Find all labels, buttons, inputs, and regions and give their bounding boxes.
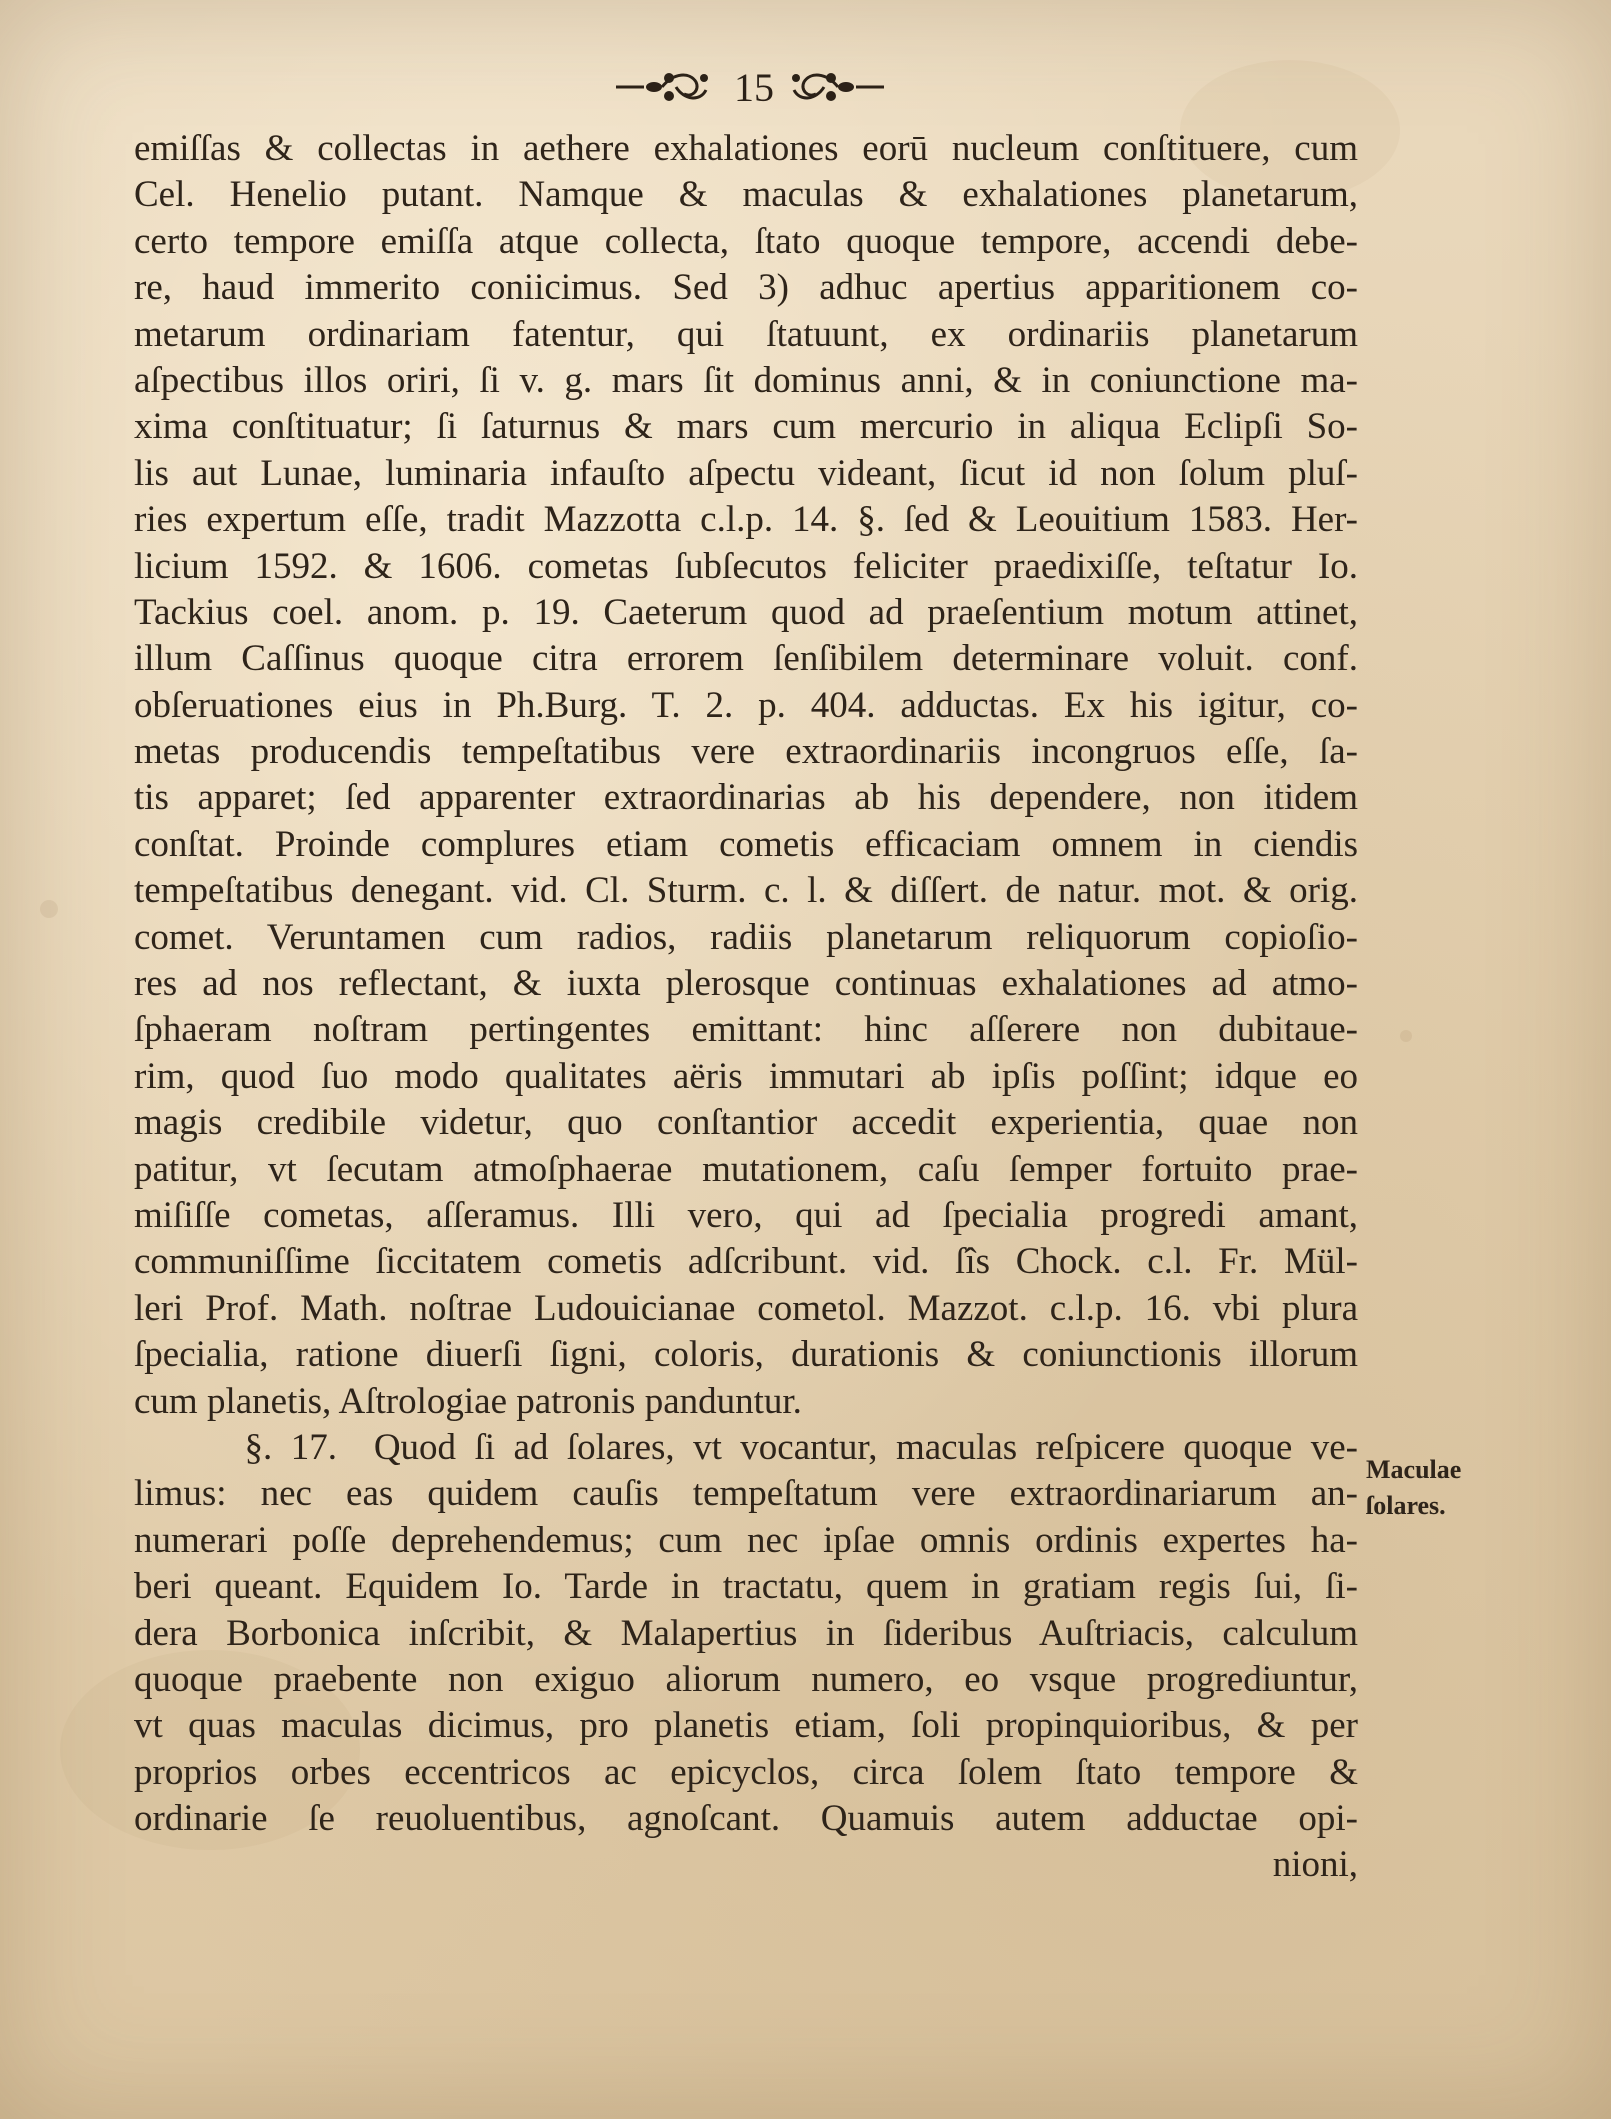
text-line: vt quas maculas dicimus, pro planetis etiam, ſoli propinquioribus, & per bbox=[134, 1705, 1358, 1747]
text-line: metarum ordinariam fatentur, qui ſtatuunt, ex ordinariis planetarum bbox=[134, 313, 1358, 355]
text-line: lis aut Lunae, luminaria infauſto aſpectu videant, ſicut id non ſolum pluſ- bbox=[134, 452, 1358, 494]
paper-stain bbox=[1400, 1030, 1412, 1042]
text-line: conſtat. Proinde complures etiam cometis efficaciam omnem in ciendis bbox=[134, 823, 1358, 865]
text-line: comet. Veruntamen cum radios, radiis planetarum reliquorum copioſio- bbox=[134, 916, 1358, 958]
text-line: Cel. Henelio putant. Namque & maculas & exhalationes planetarum, bbox=[134, 174, 1358, 216]
text-line: ries expertum eſſe, tradit Mazzotta c.l.p. 14. §. ſed & Leouitium 1583. Her- bbox=[134, 499, 1358, 541]
text-line: rim, quod ſuo modo qualitates aëris immutari ab ipſis poſſint; idque eo bbox=[134, 1055, 1358, 1097]
text-line: emiſſas & collectas in aethere exhalationes eorū nucleum conſtituere, cum bbox=[134, 128, 1358, 169]
text-line: magis credibile videtur, quo conſtantior accedit experientia, quae non bbox=[134, 1102, 1358, 1144]
text-line: res ad nos reflectant, & iuxta plerosque continuas exhalationes ad atmo- bbox=[134, 963, 1358, 1005]
margin-note-line: Maculae bbox=[1366, 1455, 1462, 1484]
text-line: illum Caſſinus quoque citra errorem ſenſibilem determinare voluit. conf. bbox=[134, 638, 1358, 680]
margin-note bbox=[1366, 1452, 1506, 1524]
text-line: quoque praebente non exiguo aliorum numero, eo vsque progrediuntur, bbox=[134, 1658, 1358, 1700]
text-line: metas producendis tempeſtatibus vere extraordinariis incongruos eſſe, ſa- bbox=[134, 731, 1358, 773]
text-line: dera Borbonica inſcribit, & Malapertius in ſideribus Auſtriacis, calculum bbox=[134, 1612, 1358, 1654]
fleuron-left-icon bbox=[614, 64, 710, 110]
text-line: re, haud immerito coniicimus. Sed 3) adhuc apertius apparitionem co- bbox=[134, 267, 1358, 309]
text-line: tis apparet; ſed apparenter extraordinarias ab his dependere, non itidem bbox=[134, 777, 1358, 819]
text-line: ſphaeram noſtram pertingentes emittant: hinc aſſerere non dubitaue- bbox=[134, 1009, 1358, 1051]
text-line: aſpectibus illos oriri, ſi v. g. mars ſit dominus anni, & in coniunctione ma- bbox=[134, 359, 1358, 401]
text-line: numerari poſſe deprehendemus; cum nec ipſae omnis ordinis expertes ha- bbox=[134, 1519, 1358, 1561]
text-line: proprios orbes eccentricos ac epicyclos, circa ſolem ſtato tempore & bbox=[134, 1751, 1358, 1793]
text-line: communiſſime ſiccitatem cometis adſcribunt. vid. ſîs Chock. c.l. Fr. Mül- bbox=[134, 1241, 1358, 1283]
section-heading-line: §. 17. Quod ſi ad ſolares, vt vocantur, maculas reſpicere quoque ve- bbox=[134, 1426, 1358, 1468]
text-line: xima conſtituatur; ſi ſaturnus & mars cum mercurio in aliqua Eclipſi So- bbox=[134, 406, 1358, 448]
text-line: tempeſtatibus denegant. vid. Cl. Sturm. c. l. & diſſert. de natur. mot. & orig. bbox=[134, 870, 1358, 912]
text-line: certo tempore emiſſa atque collecta, ſtato quoque tempore, accendi debe- bbox=[134, 220, 1358, 262]
paper-stain bbox=[40, 900, 58, 918]
catchword: nioni, bbox=[1272, 1844, 1358, 1886]
text-line: Tackius coel. anom. p. 19. Caeterum quod ad praeſentium motum attinet, bbox=[134, 591, 1358, 633]
fleuron-right-icon bbox=[790, 64, 886, 110]
text-line: licium 1592. & 1606. cometas ſubſecutos feliciter praedixiſſe, teſtatur Io. bbox=[134, 545, 1358, 587]
text-line: beri queant. Equidem Io. Tarde in tractatu, quem in gratiam regis ſui, ſi- bbox=[134, 1566, 1358, 1608]
text-line: cum planetis, Aſtrologiae patronis panduntur. bbox=[134, 1380, 802, 1422]
text-line: limus: nec eas quidem cauſis tempeſtatum vere extraordinariarum an- bbox=[134, 1473, 1358, 1515]
text-line: patitur, vt ſecutam atmoſphaerae mutationem, caſu ſemper fortuito prae- bbox=[134, 1148, 1358, 1190]
text-line: leri Prof. Math. noſtrae Ludouicianae cometol. Mazzot. c.l.p. 16. vbi plura bbox=[134, 1287, 1358, 1329]
text-line: ordinarie ſe reuoluentibus, agnoſcant. Quamuis autem adductae opi- bbox=[134, 1798, 1358, 1840]
page-header bbox=[0, 52, 1611, 122]
page-number: 15 bbox=[734, 65, 774, 110]
text-line: obſeruationes eius in Ph.Burg. T. 2. p. 404. adductas. Ex his igitur, co- bbox=[134, 684, 1358, 726]
margin-note-line: ſolares. bbox=[1366, 1491, 1446, 1520]
text-line: ſpecialia, ratione diuerſi ſigni, coloris, durationis & coniunctionis illorum bbox=[134, 1334, 1358, 1376]
text-line: miſiſſe cometas, aſſeramus. Illi vero, qui ad ſpecialia progredi amant, bbox=[134, 1194, 1358, 1236]
body-text bbox=[134, 126, 1358, 1889]
